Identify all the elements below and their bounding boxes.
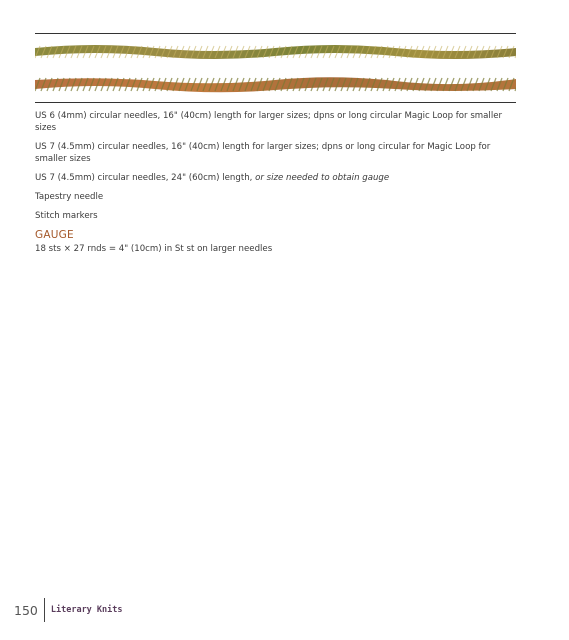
material-item: Stitch markers (35, 211, 98, 221)
yarn-sample-image (35, 38, 516, 98)
top-rule (35, 33, 516, 34)
materials-section (35, 110, 510, 262)
material-item: US 7 (4.5mm) circular needles, 24" (60cm) length, or size needed to obtain gauge (35, 173, 390, 183)
yarn-strand-olive (35, 45, 516, 59)
material-item: US 7 (4.5mm) circular needles, 16" (40cm) length for larger sizes; dpns or long circular for Magic Loop for smaller sizes (35, 142, 491, 164)
material-item: Tapestry needle (35, 192, 104, 202)
yarn-strand-rust (35, 77, 516, 92)
gauge-text: 18 sts × 27 rnds = 4" (10cm) in St st on larger needles (35, 244, 273, 254)
material-item: US 6 (4mm) circular needles, 16" (40cm) length for larger sizes; dpns or long circular Magic Loop for smaller sizes (35, 111, 503, 133)
page-footer (14, 598, 123, 622)
gauge-heading: GAUGE (35, 229, 74, 241)
book-title: Literary Knits (50, 605, 123, 615)
material-note: or size needed to obtain gauge (255, 173, 390, 183)
bottom-rule (35, 102, 516, 103)
page-number: 150 (14, 602, 38, 618)
